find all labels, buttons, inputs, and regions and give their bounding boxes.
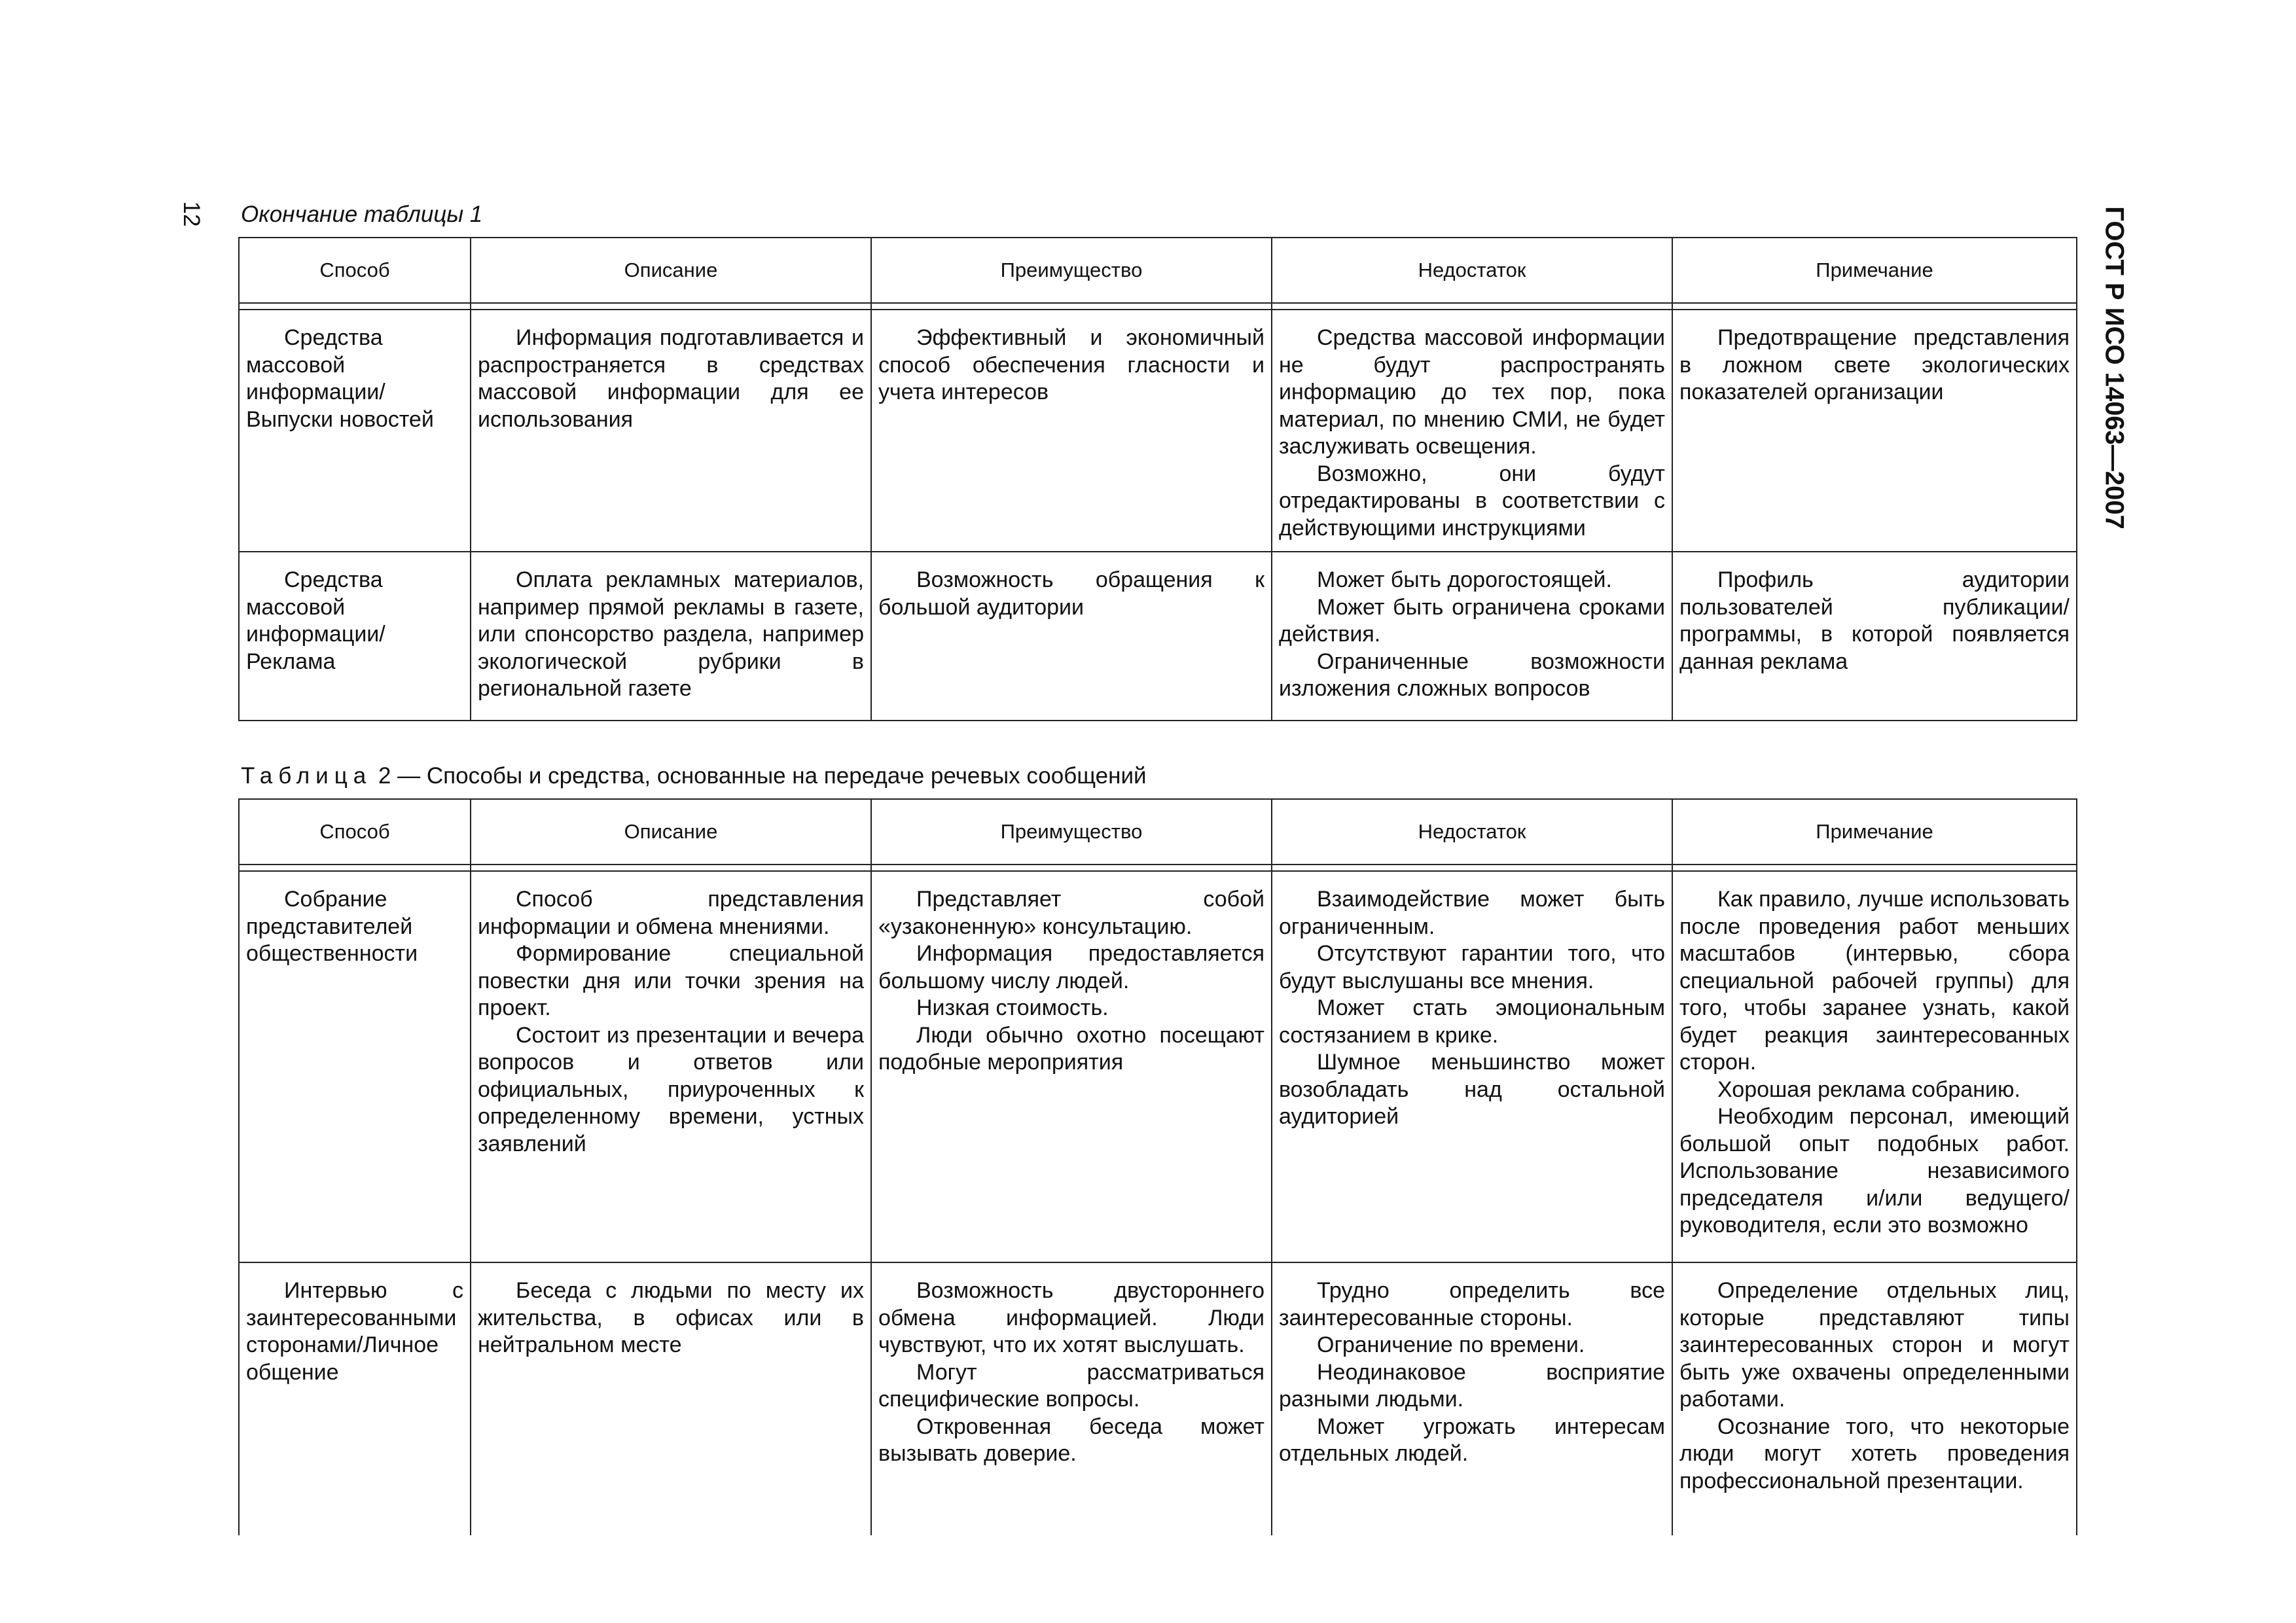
disadvantage-text: Может угрожать интересам отдельных людей. xyxy=(1279,1414,1665,1466)
disadvantage-text: Может быть ограничена сроками действия. xyxy=(1279,594,1665,647)
cell-note xyxy=(1672,310,2077,552)
table-row xyxy=(239,552,2077,721)
table-row xyxy=(239,871,2077,1262)
disadvantage-text: Средства массовой информации не будут распространять информацию до тех пор, пока материал, по мнению СМИ, не будет заслуживать освещения. xyxy=(1279,325,1665,459)
table-row xyxy=(239,310,2077,552)
advantage-text: Могут рассматриваться специфические вопросы. xyxy=(878,1359,1265,1412)
cell-advantage xyxy=(871,871,1272,1262)
disadvantage-text: Взаимодействие может быть ограниченным. xyxy=(1279,887,1665,939)
description-text: Формирование специальной повестки дня или точки зрения на проект. xyxy=(478,941,864,1020)
header-note: Примечание xyxy=(1672,799,2077,865)
table1-header-row xyxy=(239,238,2077,303)
disadvantage-text: Отсутствуют гарантии того, что будут выслушаны все мнения. xyxy=(1279,941,1665,993)
cell-description xyxy=(471,310,871,552)
header-advantage: Преимущество xyxy=(871,799,1272,865)
cell-description xyxy=(471,871,871,1262)
table2-header-row xyxy=(239,799,2077,865)
cell-description xyxy=(471,1262,871,1535)
advantage-text: Эффективный и экономичный способ обеспечения гласности и учета интересов xyxy=(878,325,1265,404)
cell-method xyxy=(239,871,471,1262)
cell-method xyxy=(239,1262,471,1535)
description-text: Оплата рекламных материалов, например прямой рекламы в газете, или спонсорство раздела, например экологической рубрики в региональной газете xyxy=(478,567,864,701)
table1-caption: Окончание таблицы 1 xyxy=(241,202,483,227)
header-description: Описание xyxy=(471,238,871,303)
disadvantage-text: Ограничение по времени. xyxy=(1317,1332,1585,1357)
disadvantage-text: Неодинаковое восприятие разными людьми. xyxy=(1279,1359,1665,1412)
cell-method xyxy=(239,310,471,552)
header-method: Способ xyxy=(239,799,471,865)
cell-description xyxy=(471,552,871,721)
cell-disadvantage xyxy=(1272,552,1672,721)
disadvantage-text: Шумное меньшинство может возобладать над остальной аудиторией xyxy=(1279,1050,1665,1129)
note-text: Предотвращение представления в ложном свете экологических показателей организации xyxy=(1679,325,2070,404)
standard-code: ГОСТ Р ИСО 14063—2007 xyxy=(2100,206,2129,529)
note-text: Необходим персонал, имеющий большой опыт подобных работ. Использование независимого председателя и/или ведущего/руководителя, если это возможно xyxy=(1679,1104,2070,1238)
cell-disadvantage xyxy=(1272,310,1672,552)
table2-caption-text: 2 — Способы и средства, основанные на передаче речевых сообщений xyxy=(378,763,1147,789)
method-text: Интервью с заинтересованными сторонами/Личное общение xyxy=(246,1278,463,1385)
disadvantage-text: Ограниченные возможности изложения сложных вопросов xyxy=(1279,649,1665,701)
cell-note xyxy=(1672,552,2077,721)
cell-disadvantage xyxy=(1272,871,1672,1262)
header-note: Примечание xyxy=(1672,238,2077,303)
disadvantage-text: Может быть дорогостоящей. xyxy=(1317,567,1612,592)
disadvantage-text: Может стать эмоциональным состязанием в крике. xyxy=(1279,995,1665,1048)
page-number: 12 xyxy=(179,201,204,227)
description-text: Информация подготавливается и распространяется в средствах массовой информации для ее использования xyxy=(478,325,864,432)
advantage-text: Низкая стоимость. xyxy=(916,995,1109,1020)
header-disadvantage: Недостаток xyxy=(1272,238,1672,303)
cell-advantage xyxy=(871,552,1272,721)
cell-advantage xyxy=(871,1262,1272,1535)
table-1 xyxy=(238,237,2077,721)
cell-note xyxy=(1672,1262,2077,1535)
table2-caption-label: Таблица xyxy=(241,763,372,789)
cell-disadvantage xyxy=(1272,1262,1672,1535)
table-row xyxy=(239,1262,2077,1535)
header-description: Описание xyxy=(471,799,871,865)
note-text: Хорошая реклама собранию. xyxy=(1717,1077,2020,1102)
note-text: Определение отдельных лиц, которые представляют типы заинтересованных сторон и могут быть уже охвачены определенными работами. xyxy=(1679,1278,2070,1412)
method-text: Средства массовой информации/Реклама xyxy=(246,567,386,674)
cell-method xyxy=(239,552,471,721)
advantage-text: Возможность двустороннего обмена информацией. Люди чувствуют, что их хотят выслушать. xyxy=(878,1278,1265,1357)
table-2 xyxy=(238,798,2077,1535)
description-text: Беседа с людьми по месту их жительства, в офисах или в нейтральном месте xyxy=(478,1278,864,1357)
cell-advantage xyxy=(871,310,1272,552)
advantage-text: Возможность обращения к большой аудитории xyxy=(878,567,1265,620)
disadvantage-text: Возможно, они будут отредактированы в соответствии с действующими инструкциями xyxy=(1279,461,1665,541)
disadvantage-text: Трудно определить все заинтересованные стороны. xyxy=(1279,1278,1665,1330)
table2-caption xyxy=(241,763,1147,789)
description-text: Способ представления информации и обмена мнениями. xyxy=(478,887,864,939)
advantage-text: Люди обычно охотно посещают подобные мероприятия xyxy=(878,1022,1265,1075)
advantage-text: Информация предоставляется большому числу людей. xyxy=(878,941,1265,993)
advantage-text: Представляет собой «узаконенную» консультацию. xyxy=(878,887,1265,939)
note-text: Профиль аудитории пользователей публикации/программы, в которой появляется данная реклама xyxy=(1679,567,2070,674)
note-text: Осознание того, что некоторые люди могут хотеть проведения профессиональной презентации. xyxy=(1679,1414,2070,1493)
header-advantage: Преимущество xyxy=(871,238,1272,303)
advantage-text: Откровенная беседа может вызывать доверие. xyxy=(878,1414,1265,1466)
description-text: Состоит из презентации и вечера вопросов и ответов или официальных, приуроченных к определенному времени, устных заявлений xyxy=(478,1022,864,1156)
cell-note xyxy=(1672,871,2077,1262)
header-method: Способ xyxy=(239,238,471,303)
header-disadvantage: Недостаток xyxy=(1272,799,1672,865)
method-text: Собрание представителей общественности xyxy=(246,887,418,966)
method-text: Средства массовой информации/Выпуски новостей xyxy=(246,325,434,432)
note-text: Как правило, лучше использовать после проведения работ меньших масштабов (интервью, сбора специальной рабочей группы) для того, чтобы заранее узнать, какой будет реакция заинтересованных сторон. xyxy=(1679,887,2070,1075)
